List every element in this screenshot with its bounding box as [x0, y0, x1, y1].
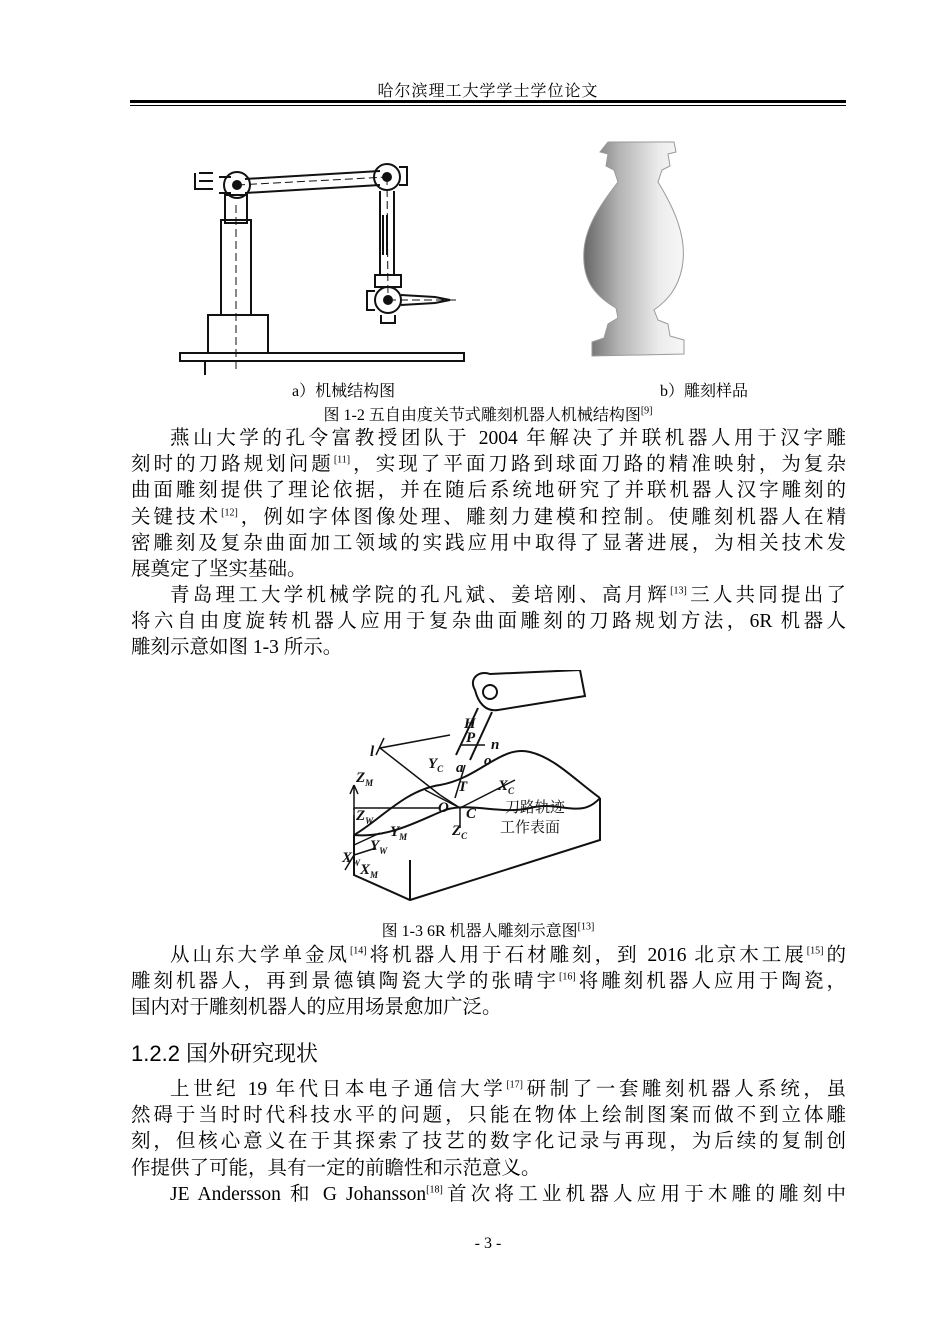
label-Xm: $X_M$: [360, 862, 379, 880]
citation: [13]: [670, 585, 687, 597]
citation: [14]: [349, 945, 367, 957]
citation: [15]: [806, 945, 824, 957]
label-a: a: [456, 760, 464, 776]
citation: [13]: [577, 921, 595, 933]
paragraph-5: JE Andersson 和 G Johansson[18]首次将工业机器人应用于木雕的雕刻中: [170, 1184, 846, 1205]
header-rule: [130, 100, 846, 103]
label-Xw: $X_W$: [342, 850, 361, 868]
section-heading: 1.2.2 国外研究现状: [131, 1041, 319, 1066]
citation: [17]: [506, 1079, 523, 1091]
label-P: P: [466, 730, 476, 746]
label-T: T: [458, 779, 468, 795]
label-C: C: [466, 806, 477, 822]
label-H: H: [464, 716, 476, 732]
label-l: l: [370, 744, 375, 760]
paragraph-1: 燕山大学的孔令富教授团队于 2004 年解决了并联机器人用于汉字雕 刻时的刀路规划问题[11]，实现了平面刀路到球面刀路的精准映射，为复杂 曲面雕刻提供了理论依据，并在随后系统地研究了并联机器人汉字雕刻的 关键技术[12]，例如字体图像处理、雕刻力建模和控制。使雕刻机器人在精 密雕刻及复杂曲面加工领域的实践应用中取得了显著进展，为相关技术发 展奠定了坚实基础。: [131, 428, 846, 580]
figure-1-3-caption: 图 1-3 6R 机器人雕刻示意图[13]: [381, 921, 595, 940]
running-header: 哈尔滨理工大学学士学位论文: [377, 83, 599, 100]
header-rule-thin: [130, 105, 846, 106]
label-Zm: $Z_M$: [356, 770, 374, 788]
robot-carving-schematic: [340, 670, 615, 908]
citation: [12]: [221, 507, 238, 519]
subcaption-a: a）机械结构图: [292, 383, 396, 400]
paragraph-4: 上世纪 19 年代日本电子通信大学[17]研制了一套雕刻机器人系统，虽 然碍于当时时代科技水平的问题，只能在物体上绘制图案而做不到立体雕 刻，但核心意义在于其探索了技艺的数字化记录与再现，为后续的复制创 作提供了可能，具有一定的前瞻性和示范意义。: [131, 1079, 846, 1179]
label-O: O: [438, 800, 449, 816]
label-Zc: $Z_C$: [452, 823, 468, 841]
label-Xc: $X_C$: [498, 778, 515, 796]
label-Ym: $Y_M$: [390, 824, 408, 842]
label-Yc: $Y_C$: [428, 756, 444, 774]
label-Yw: $Y_W$: [370, 838, 388, 856]
page-number: - 3 -: [474, 1235, 502, 1252]
citation: [16]: [559, 971, 576, 983]
figure-1-2-caption: 图 1-2 五自由度关节式雕刻机器人机械结构图[9]: [323, 405, 653, 424]
citation: [11]: [333, 454, 351, 466]
label-work-surface: 工作表面: [500, 818, 561, 836]
paragraph-3: 从山东大学单金凤[14]将机器人用于石材雕刻，到 2016 北京木工展[15]的 雕刻机器人，再到景德镇陶瓷大学的张晴宇[16]将雕刻机器人应用于陶瓷， 国内对于雕刻机器人的应用场景愈加广泛。: [131, 945, 846, 1019]
citation: [9]: [640, 405, 653, 417]
carving-sample-photo: [578, 138, 690, 364]
label-Zw: $Z_W$: [356, 808, 374, 826]
label-tool-path: 刀路轨迹: [505, 798, 566, 816]
robot-arm-drawing: [175, 155, 470, 380]
label-n: n: [491, 737, 500, 753]
subcaption-b: b）雕刻样品: [660, 383, 749, 400]
paragraph-2: 青岛理工大学机械学院的孔凡斌、姜培刚、高月辉[13]三人共同提出了 将六自由度旋转机器人应用于复杂曲面雕刻的刀路规划方法，6R 机器人 雕刻示意如图 1-3 所示。: [131, 585, 846, 659]
label-o: o: [484, 753, 492, 769]
citation: [18]: [426, 1184, 443, 1196]
